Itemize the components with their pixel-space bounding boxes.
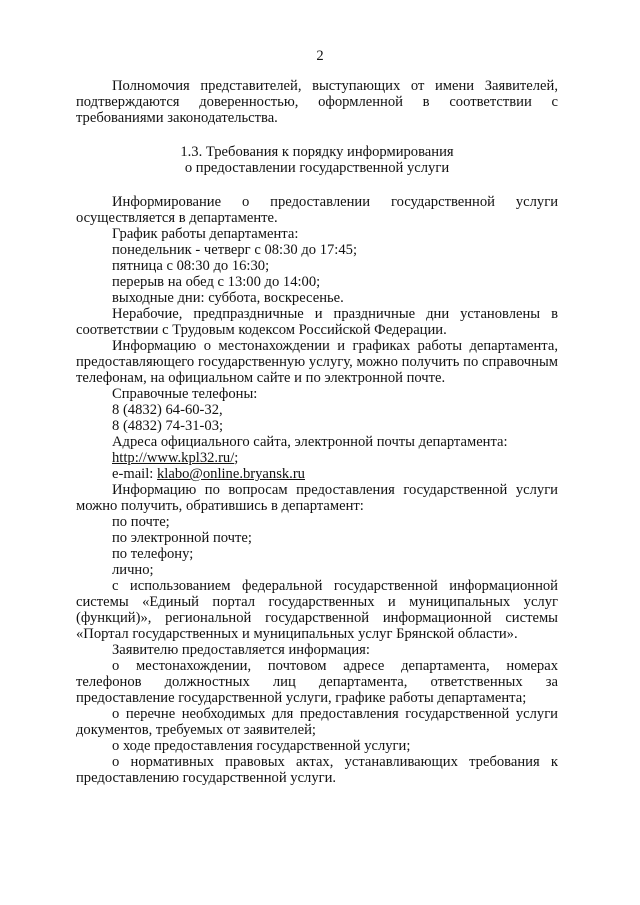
section-heading-line-2: о предоставлении государственной услуги — [184, 160, 450, 176]
schedule-item: пятница с 08:30 до 16:30; — [112, 258, 270, 274]
contact-method-item: по электронной почте; — [112, 530, 252, 546]
paragraph-contact: Информацию по вопросам предоставления государственной услуги можно получить, обратившись в департамент: — [76, 482, 558, 514]
website-link[interactable]: http://www.kpl32.ru/ — [112, 450, 235, 466]
page-number: 2 — [316, 48, 324, 64]
provided-item: о перечне необходимых для предоставления государственной услуги документов, требуемых от заявителей; — [76, 706, 558, 738]
section-heading-line-1: 1.3. Требования к порядку информирования — [180, 144, 454, 160]
email-link[interactable]: klabo@online.bryansk.ru — [156, 466, 305, 482]
contact-method-item: по почте; — [112, 514, 170, 530]
schedule-title: График работы департамента: — [112, 226, 299, 242]
paragraph-info-location: Информацию о местонахождении и графиках работы департамента, предоставляющего государственную услугу, можно получить по справочным телефонам, на официальном сайте и по электронной почте. — [76, 338, 558, 386]
email-prefix: e-mail: — [112, 466, 157, 482]
phone-number: 8 (4832) 64-60-32, — [112, 402, 223, 418]
schedule-item: понедельник - четверг с 08:30 до 17:45; — [112, 242, 358, 258]
provided-title: Заявителю предоставляется информация: — [112, 642, 370, 658]
contact-method-item: по телефону; — [112, 546, 194, 562]
phone-number: 8 (4832) 74-31-03; — [112, 418, 224, 434]
schedule-item: перерыв на обед с 13:00 до 14:00; — [112, 274, 321, 290]
provided-item: о ходе предоставления государственной услуги; — [112, 738, 411, 754]
paragraph-portal: с использованием федеральной государственной информационной системы «Единый портал государственных и муниципальных услуг (функций)», региональной государственной информационной системы «Портал государственных и муниципальных услуг Брянской области». — [76, 578, 558, 642]
intro-paragraph: Полномочия представителей, выступающих от имени Заявителей, подтверждаются доверенностью, оформленной в соответствии с требованиями законодательства. — [76, 78, 558, 126]
phones-title: Справочные телефоны: — [112, 386, 258, 402]
provided-item: о нормативных правовых актах, устанавливающих требования к предоставлению государственной услуги. — [76, 754, 558, 786]
website-suffix: ; — [234, 450, 239, 466]
paragraph-holidays: Нерабочие, предпраздничные и праздничные дни установлены в соответствии с Трудовым кодексом Российской Федерации. — [76, 306, 558, 338]
document-body — [76, 78, 558, 786]
website-line — [76, 450, 558, 466]
contact-method-item: лично; — [112, 562, 154, 578]
provided-item: о местонахождении, почтовом адресе департамента, номерах телефонов должностных лиц департамента, ответственных за предоставление государственной услуги, графике работы департамента; — [76, 658, 558, 706]
addresses-title: Адреса официального сайта, электронной почты департамента: — [112, 434, 508, 450]
schedule-item: выходные дни: суббота, воскресенье. — [112, 290, 344, 306]
email-line — [76, 466, 558, 482]
paragraph-informing: Информирование о предоставлении государственной услуги осуществляется в департаменте. — [76, 194, 558, 226]
